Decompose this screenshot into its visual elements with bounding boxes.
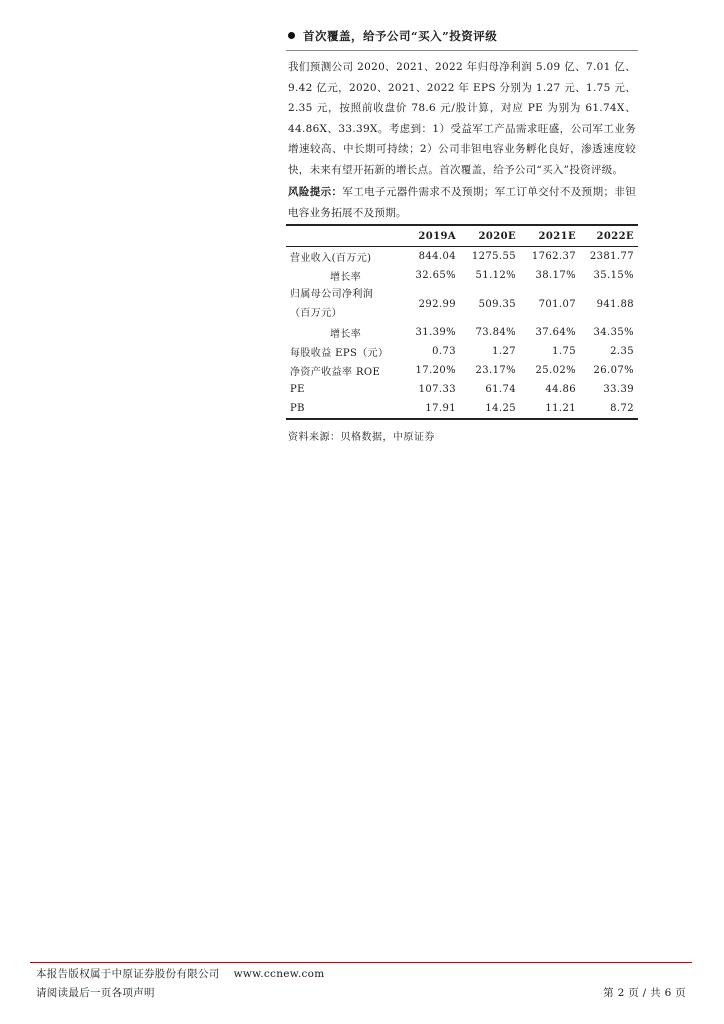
- row-label: PE: [290, 384, 305, 395]
- table-header-cell: 2021E: [520, 225, 580, 247]
- table-row: [286, 380, 638, 399]
- table-header-cell: 2022E: [580, 225, 638, 247]
- table-cell: 1.27: [492, 346, 516, 357]
- table-cell: 38.17%: [535, 270, 576, 281]
- table-cell: 14.25: [460, 399, 520, 419]
- table-cell: 23.17%: [475, 365, 516, 376]
- table-cell: 35.15%: [593, 270, 634, 281]
- table-cell: 844.04: [418, 251, 456, 262]
- table-row: [286, 266, 638, 285]
- footer-divider: [30, 962, 692, 963]
- table-row: [286, 361, 638, 380]
- financial-forecast-table: [286, 224, 638, 420]
- table-cell: 51.12%: [475, 270, 516, 281]
- table-cell: 17.91: [400, 399, 460, 419]
- row-label-line1: 归属母公司净利润: [290, 289, 374, 300]
- table-cell: 61.74: [485, 384, 516, 395]
- row-label: PB: [286, 399, 400, 419]
- table-cell: 1762.37: [531, 251, 576, 262]
- section-heading: [288, 28, 638, 44]
- table-cell: 44.86: [545, 384, 576, 395]
- table-cell: 31.39%: [415, 327, 456, 338]
- table-cell: 292.99: [418, 298, 456, 310]
- footer-copyright: 本报告版权属于中原证券股份有限公司: [36, 968, 220, 980]
- table-cell: 34.35%: [593, 327, 634, 338]
- table-cell: 25.02%: [535, 365, 576, 376]
- table-cell: 11.21: [520, 399, 580, 419]
- table-cell: 1275.55: [471, 251, 516, 262]
- table-cell: 37.64%: [535, 327, 576, 338]
- table-cell: 701.07: [538, 298, 576, 310]
- row-label: 营业收入(百万元): [290, 253, 372, 264]
- footer-url-link[interactable]: www.ccnew.com: [233, 968, 325, 980]
- row-label: 每股收益 EPS（元）: [290, 348, 389, 359]
- table-source: 资料来源：贝格数据，中原证券: [288, 432, 435, 443]
- row-label: 增长率: [330, 272, 362, 283]
- table-cell: 26.07%: [593, 365, 634, 376]
- table-cell: 33.39: [603, 384, 634, 395]
- table-cell: 73.84%: [475, 327, 516, 338]
- table-cell: 107.33: [418, 384, 456, 395]
- forecast-paragraph: 我们预测公司 2020、2021、2022 年归母净利润 5.09 亿、7.01 亿、9.42 亿元，2020、2021、2022 年 EPS 分别为 1.27 元、1.75 元、2.35 元，按照前收盘价 78.6 元/股计算，对应 PE 为别为 61.74X、44.86X、33.39X。考虑到：1）受益军工产品需求旺盛，公司军工业务增速较高、中长期可持续；2）公司非钽电容业务孵化良好，渗透速度较快，未来有望开拓新的增长点。首次覆盖，给予公司“买入”投资评级。: [288, 61, 636, 176]
- table-row: [286, 323, 638, 342]
- table-cell: 17.20%: [415, 365, 456, 376]
- table-cell: 0.73: [432, 346, 456, 357]
- row-label: 净资产收益率 ROE: [290, 367, 381, 378]
- risk-label: 风险提示：: [288, 186, 343, 198]
- table-cell: 1.75: [552, 346, 576, 357]
- table-row: [286, 342, 638, 361]
- bullet-icon: [288, 32, 295, 39]
- table-row: [286, 285, 638, 323]
- table-cell: 32.65%: [415, 270, 456, 281]
- table-cell: 2381.77: [589, 251, 634, 262]
- footer-disclaimer: 请阅读最后一页各项声明: [36, 987, 155, 999]
- table-header-cell: 2020E: [460, 225, 520, 247]
- heading-text: 首次覆盖，给予公司“买入”投资评级: [303, 29, 498, 43]
- risk-note: [288, 182, 636, 223]
- table-header-cell: 2019A: [400, 225, 460, 247]
- table-row: [286, 399, 638, 419]
- table-cell: 8.72: [580, 399, 638, 419]
- row-label-line2: （百万元）: [290, 308, 342, 319]
- table-row: [286, 247, 638, 267]
- page-number: 第 2 页 / 共 6 页: [603, 987, 686, 999]
- divider: [286, 50, 638, 51]
- row-label: [286, 285, 400, 323]
- row-label: 增长率: [330, 329, 362, 340]
- table-header-row: [286, 225, 638, 247]
- table-cell: 509.35: [478, 298, 516, 310]
- table-header-cell: [286, 225, 400, 247]
- table-cell: 2.35: [610, 346, 634, 357]
- table-cell: 941.88: [596, 298, 634, 310]
- footer-copyright-line: [36, 966, 325, 981]
- risk-text: 军工电子元器件需求不及预期；军工订单交付不及预期；非钽电容业务拓展不及预期。: [288, 186, 636, 219]
